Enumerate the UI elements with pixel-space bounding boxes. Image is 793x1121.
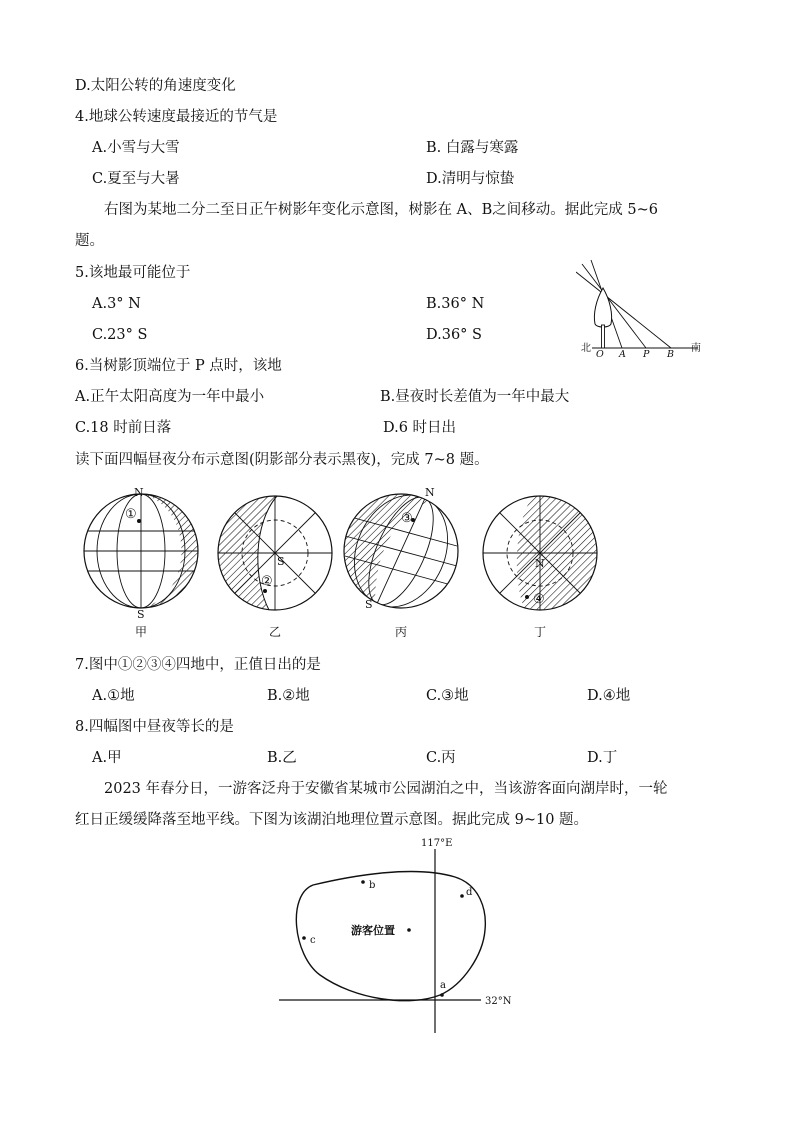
tree-shadow-figure <box>576 258 716 360</box>
longitude-label: 117°E <box>421 838 453 849</box>
marker-2: ② <box>261 574 273 589</box>
q5-option-b: B.36° N <box>426 296 485 312</box>
globe-label-jia: 甲 <box>135 625 148 639</box>
intro-9-10-line1: 2023 年春分日，一游客泛舟于安徽省某城市公园湖泊之中，当该游客面向湖岸时，一轮 <box>104 781 668 797</box>
globe-label-yi: 乙 <box>269 625 282 639</box>
globe-jia <box>84 486 225 639</box>
tree-trunk <box>602 325 605 348</box>
point-d: d <box>466 887 473 898</box>
globe-bing-s: S <box>365 598 373 611</box>
tourist-dot <box>407 928 411 932</box>
q7-option-d: D.④地 <box>587 688 631 704</box>
q3-option-d: D.太阳公转的角速度变化 <box>75 78 236 94</box>
q8-option-b: B.乙 <box>267 750 297 766</box>
q6-option-d: D.6 时日出 <box>383 420 457 436</box>
latitude-label: 32°N <box>485 996 512 1007</box>
point-b: b <box>369 880 376 891</box>
ray-p <box>582 264 646 348</box>
point-c: c <box>310 935 316 946</box>
globe-jia-s: S <box>137 608 145 621</box>
q6-option-c: C.18 时前日落 <box>75 420 172 436</box>
globe-yi <box>218 484 332 639</box>
q7-option-b: B.②地 <box>267 688 310 704</box>
q8-option-c: C.丙 <box>426 750 456 766</box>
globe-label-bing: 丙 <box>395 625 408 639</box>
south-label: 南 <box>691 343 701 354</box>
day-night-globes-figure <box>75 484 725 644</box>
q6-option-a: A.正午太阳高度为一年中最小 <box>75 389 265 405</box>
globe-bing <box>337 484 465 639</box>
q4-option-a: A.小雪与大雪 <box>92 140 180 156</box>
q4-option-d: D.清明与惊蛰 <box>426 171 515 187</box>
night-area-bing <box>344 484 435 608</box>
q6-stem: 6.当树影顶端位于 P 点时，该地 <box>75 358 282 374</box>
point-o: O <box>596 349 604 360</box>
q5-option-a: A.3° N <box>92 296 141 312</box>
q6-option-b: B.昼夜时长差值为一年中最大 <box>380 389 570 405</box>
q8-option-d: D.丁 <box>587 750 618 766</box>
intro-5-6-line1: 右图为某地二分二至日正午树影年变化示意图，树影在 A、B之间移动。据此完成 5~6 <box>104 202 658 218</box>
lake-location-map <box>275 835 525 1035</box>
north-label: 北 <box>581 343 591 354</box>
point-a: A <box>619 349 626 360</box>
tree-crown <box>594 288 611 327</box>
point-a: a <box>440 980 446 991</box>
globe-jia-n: N <box>134 486 144 499</box>
tourist-label: 游客位置 <box>351 924 395 937</box>
marker-1: ① <box>125 507 137 522</box>
marker-3: ③ <box>401 511 413 526</box>
q8-stem: 8.四幅图中昼夜等长的是 <box>75 719 234 735</box>
q7-stem: 7.图中①②③④四地中，正值日出的是 <box>75 657 321 673</box>
globe-ding-n: N <box>535 557 545 570</box>
intro-5-6-line2: 题。 <box>75 233 104 249</box>
point-b: B <box>667 349 674 360</box>
intro-7-8: 读下面四幅昼夜分布示意图(阴影部分表示黑夜)，完成 7~8 题。 <box>75 452 489 468</box>
globe-ding <box>483 496 598 639</box>
globe-label-ding: 丁 <box>534 625 547 639</box>
globe-bing-n: N <box>425 486 435 499</box>
q5-option-d: D.36° S <box>426 327 482 343</box>
q4-option-c: C.夏至与大暑 <box>92 171 180 187</box>
point-p: P <box>643 349 650 360</box>
q7-option-a: A.①地 <box>92 688 135 704</box>
q4-stem: 4.地球公转速度最接近的节气是 <box>75 109 278 125</box>
marker-4: ④ <box>533 592 545 607</box>
ray-b <box>576 272 671 348</box>
q7-option-c: C.③地 <box>426 688 469 704</box>
q5-stem: 5.该地最可能位于 <box>75 265 191 281</box>
intro-9-10-line2: 红日正缓缓降落至地平线。下图为该湖泊地理位置示意图。据此完成 9~10 题。 <box>75 812 589 828</box>
q5-option-c: C.23° S <box>92 327 148 343</box>
q4-option-b: B. 白露与寒露 <box>426 140 519 156</box>
q8-option-a: A.甲 <box>92 750 122 766</box>
globe-yi-s: S <box>277 555 285 568</box>
